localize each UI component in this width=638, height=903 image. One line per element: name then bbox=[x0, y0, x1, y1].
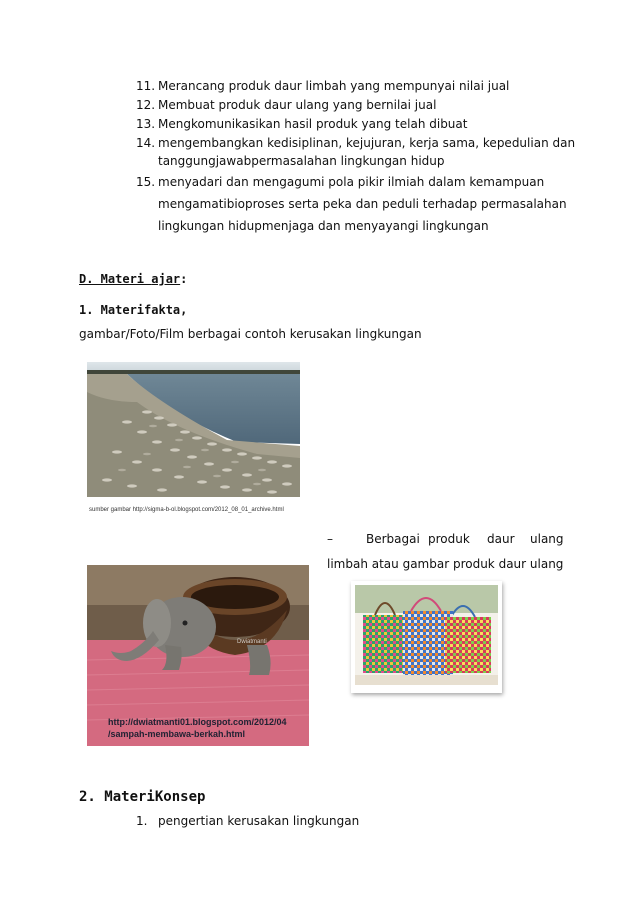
objective-text: mengembangkan kedisiplinan, kejujuran, kerja sama, kepedulian dan bbox=[158, 136, 576, 150]
objective-text: tanggungjawabpermasalahan lingkungan hidup bbox=[158, 154, 445, 168]
objective-text: Merancang produk daur limbah yang mempunyai nilai jual bbox=[158, 79, 510, 93]
objective-text: lingkungan hidupmenjaga dan menyayangi lingkungan bbox=[158, 219, 489, 233]
recycle-word: produk bbox=[428, 532, 470, 546]
objective-text: Mengkomunikasikan hasil produk yang telah dibuat bbox=[158, 117, 468, 131]
objective-text: mengamatibioproses serta peka dan peduli terhadap permasalahan bbox=[158, 197, 567, 211]
dead-fish-shore-image bbox=[87, 362, 300, 503]
recycle-line2: limbah atau gambar produk daur ulang bbox=[327, 557, 564, 571]
image1-caption: sumber gambar http://sigma-b-ol.blogspot.com/2012_08_01_archive.html bbox=[89, 507, 284, 513]
recycle-word: ulang bbox=[530, 532, 564, 546]
objective-number: 12. bbox=[136, 98, 156, 112]
objective-text: Membuat produk daur ulang yang bernilai jual bbox=[158, 98, 437, 112]
objective-text: menyadari dan mengagumi pola pikir ilmiah dalam kemampuan bbox=[158, 175, 545, 189]
recycle-dash: – bbox=[327, 532, 333, 546]
image2-url-line2: /sampah-membawa-berkah.html bbox=[108, 729, 246, 739]
recycle-word: daur bbox=[487, 532, 515, 546]
woven-bags-image bbox=[351, 581, 502, 693]
objective-number: 11. bbox=[136, 79, 156, 93]
section-d-underlined: ajar bbox=[151, 272, 181, 286]
watermark-graphic: Dwiatmanti bbox=[237, 639, 267, 645]
section-d-prefix: D. Materi bbox=[79, 272, 152, 286]
konsep-item-number: 1. bbox=[136, 814, 148, 828]
objective-number: 15. bbox=[136, 175, 156, 189]
recycle-word: Berbagai bbox=[366, 532, 420, 546]
objective-number: 14. bbox=[136, 136, 156, 150]
image2-url-line1: http://dwiatmanti01.blogspot.com/2012/04 bbox=[108, 717, 287, 727]
materi-fakta-heading: 1. Materifakta, bbox=[79, 303, 188, 317]
section-d-suffix: : bbox=[180, 272, 188, 286]
konsep-item-text: pengertian kerusakan lingkungan bbox=[158, 814, 360, 828]
materi-fakta-intro: gambar/Foto/Film berbagai contoh kerusakan lingkungan bbox=[79, 327, 422, 341]
materi-konsep-heading: 2. MateriKonsep bbox=[79, 789, 206, 805]
section-d-heading bbox=[79, 271, 187, 287]
objective-number: 13. bbox=[136, 117, 156, 131]
